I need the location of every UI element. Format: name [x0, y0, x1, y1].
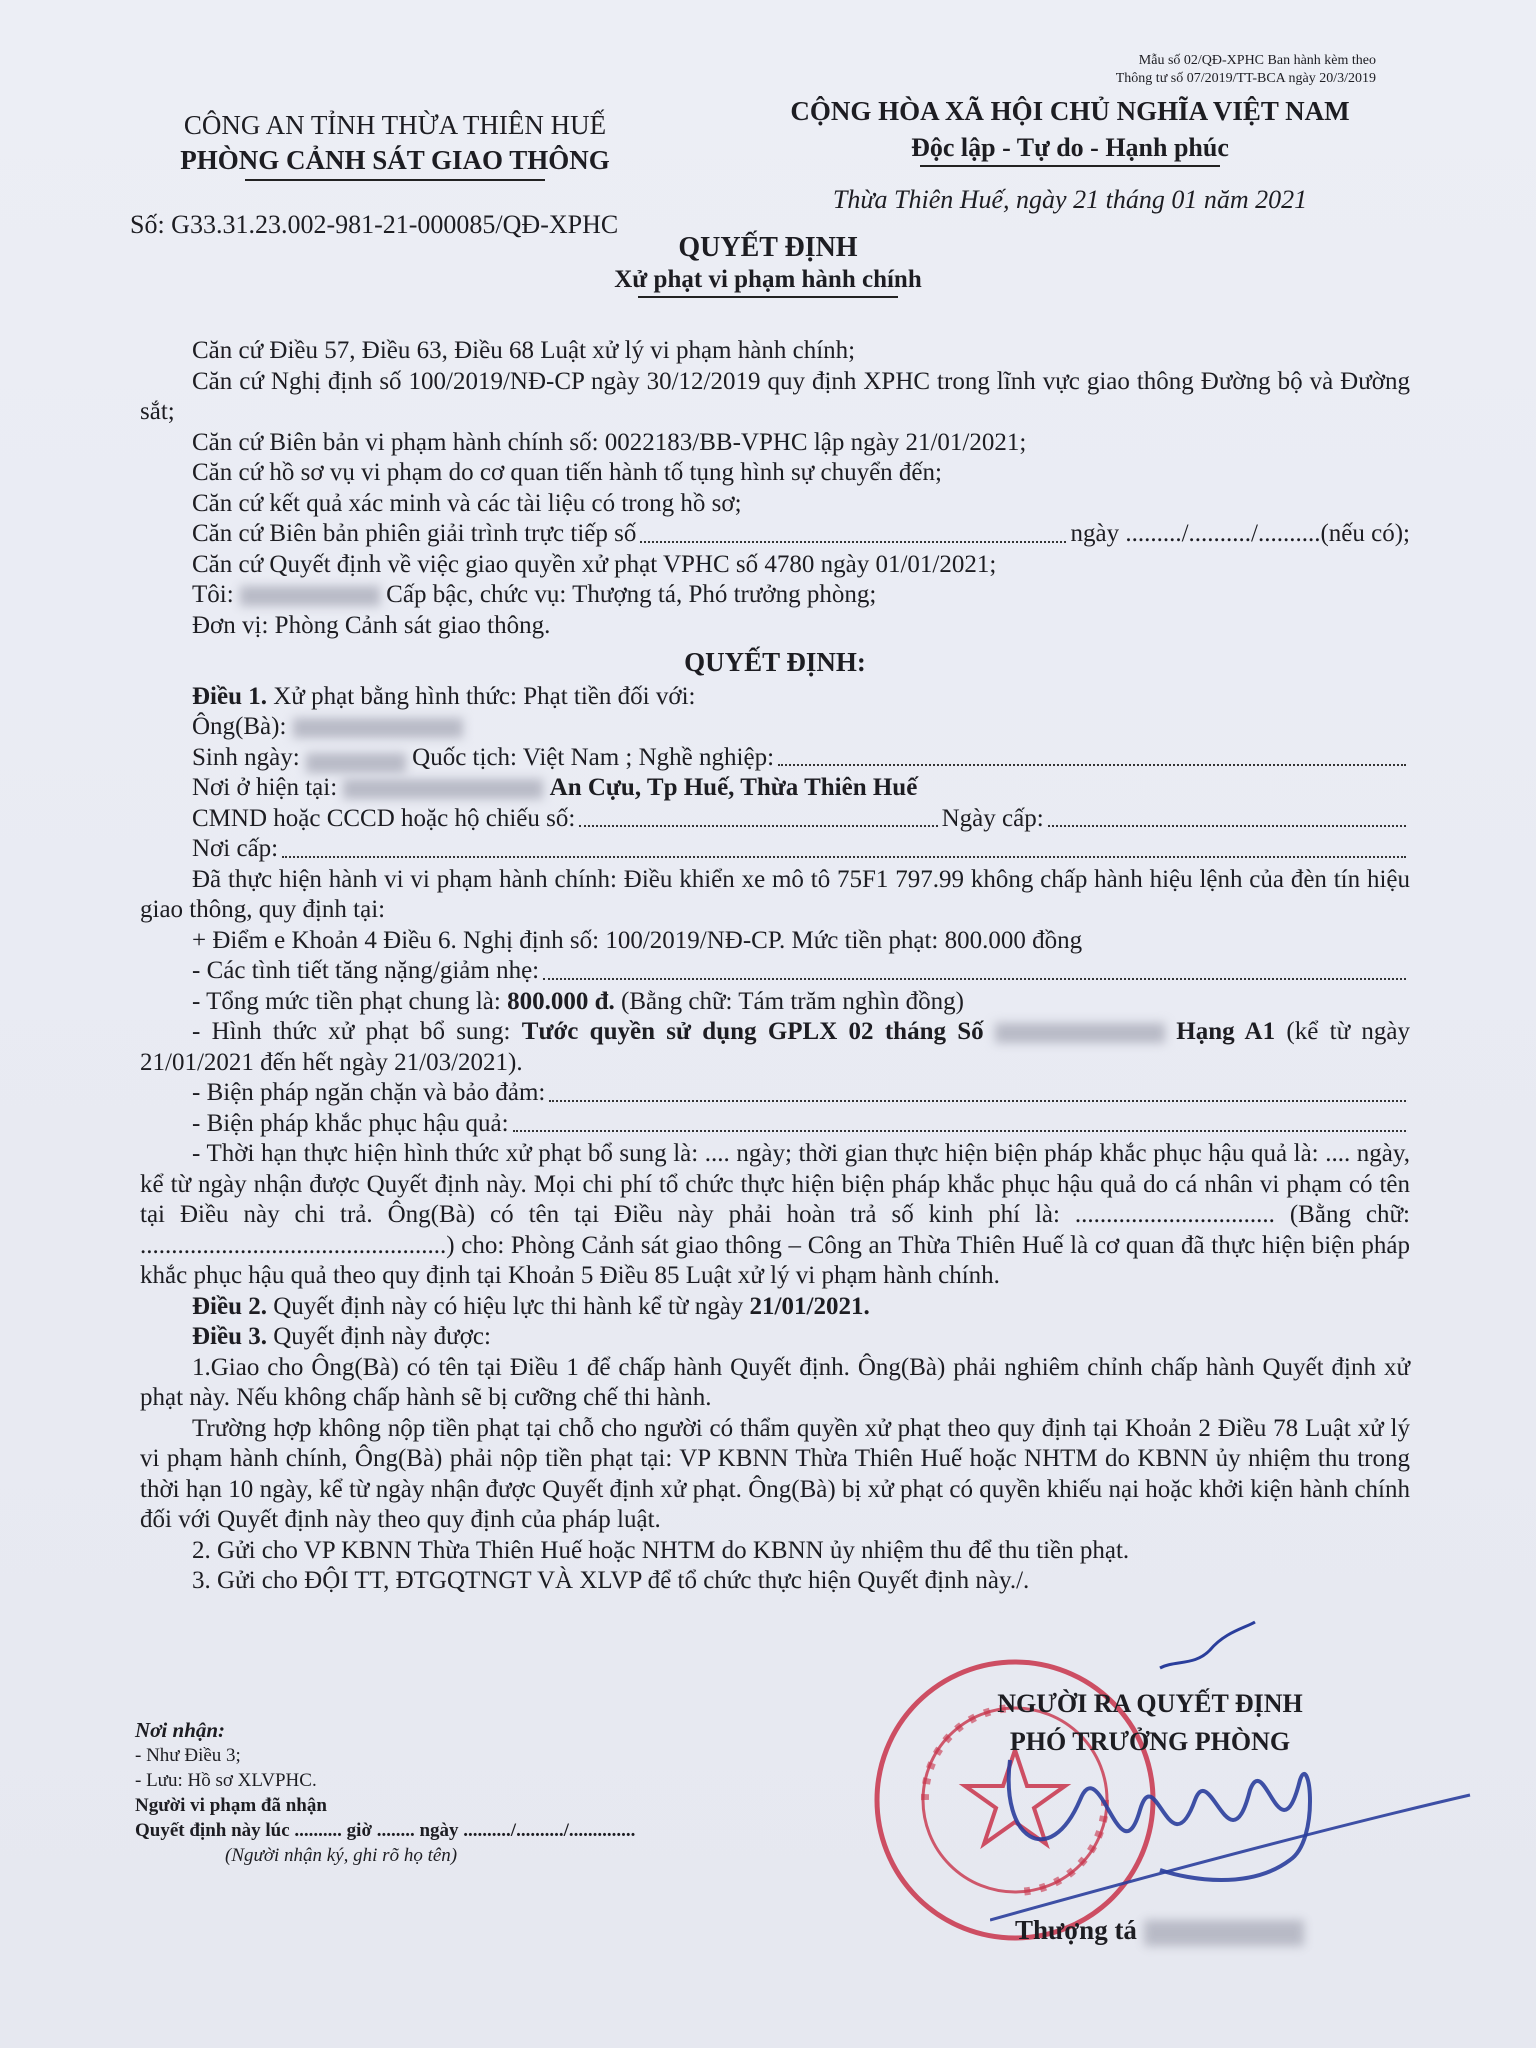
- violation-provision: + Điểm e Khoản 4 Điều 6. Nghị định số: 100/2019/NĐ-CP. Mức tiền phạt: 800.000 đồng: [192, 926, 1083, 954]
- signer-rank: Thượng tá: [1015, 1915, 1137, 1945]
- article2: Điều 2. Quyết định này có hiệu lực thi hành kể từ ngày 21/01/2021.: [192, 1292, 870, 1320]
- basis-4: Căn cứ hồ sơ vụ vi phạm do cơ quan tiến hành tố tụng hình sự chuyển đến;: [192, 459, 942, 486]
- violator-residence: Nơi ở hiện tại: An Cựu, Tp Huế, Thừa Thiên Huế: [192, 774, 918, 801]
- receipt-line2: Quyết định này lúc .......... giờ ........ ngày ........../........../..............: [135, 1820, 636, 1841]
- recipient-1: - Như Điều 3;: [135, 1745, 241, 1766]
- checkmark-signature: [1155, 1620, 1265, 1680]
- authority-underline: [245, 179, 545, 181]
- additional-penalty: - Hình thức xử phạt bổ sung: Tước quyền sử dụng GPLX 02 tháng Số Hạng A1 (kể từ ngày 21/01/2021 đến hết ngày 21/03/2021).: [140, 1018, 1411, 1076]
- article3-p4: 3. Gửi cho ĐỘI TT, ĐTGQTNGT VÀ XLVP để tổ chức thực hiện Quyết định này./.: [192, 1567, 1030, 1594]
- signer-role1: NGƯỜI RA QUYẾT ĐỊNH: [997, 1689, 1303, 1718]
- article3-p2: Trường hợp không nộp tiền phạt tại chỗ cho người có thẩm quyền xử phạt theo quy định tại Khoản 2 Điều 78 Luật xử lý vi phạm hành chính, Ông(Bà) phải nộp tiền phạt tại: VP KBNN Thừa Thiên Huế hoặc NHTM do KBNN ủy nhiệm thu trong thời hạn 10 ngày, kể từ ngày nhận được Quyết định xử phạt. Ông(Bà) bị xử phạt có quyền khiếu nại hoặc khởi kiện hành chính đối với Quyết định này theo quy định của pháp luật.: [140, 1414, 1410, 1533]
- basis-6: Căn cứ Biên bản phiên giải trình trực tiếp số ngày ........./........../..........(nếu có);: [192, 520, 1410, 547]
- authority-line1: CÔNG AN TỈNH THỪA THIÊN HUẾ: [183, 110, 607, 140]
- basis-8: Tôi: Cấp bậc, chức vụ: Thượng tá, Phó trưởng phòng;: [192, 581, 877, 608]
- basis-9: Đơn vị: Phòng Cảnh sát giao thông.: [192, 611, 551, 639]
- basis-7: Căn cứ Quyết định về việc giao quyền xử phạt VPHC số 4780 ngày 01/01/2021;: [192, 550, 997, 578]
- violator-dob: Sinh ngày: Quốc tịch: Việt Nam ; Nghề nghiệp:: [140, 743, 1410, 774]
- redacted-address: [343, 779, 543, 799]
- basis-5: Căn cứ kết quả xác minh và các tài liệu có trong hồ sơ;: [192, 489, 742, 517]
- deadline-paragraph: - Thời hạn thực hiện hình thức xử phạt bổ sung là: .... ngày; thời gian thực hiện biện pháp khắc phục hậu quả là: .... ngày, kể từ ngày nhận được Quyết định này. Mọi chi phí tổ chức thực hiện biện pháp khắc phục hậu quả do cá nhân vi phạm có tên tại Điều này chi trả. Ông(Bà) có tên tại Điều này phải hoàn trả số kinh phí là: ................................ (Bằng chữ: .................................................) cho: Phòng Cảnh sát giao thông – Công an Thừa Thiên Huế là cơ quan đã thực hiện biện pháp khắc phục hậu quả theo quy định tại Khoản 5 Điều 85 Luật xử lý vi phạm hành chính.: [140, 1140, 1410, 1289]
- republic-title: CỘNG HÒA XÃ HỘI CHỦ NGHĨA VIỆT NAM: [790, 96, 1350, 126]
- place-date: Thừa Thiên Huế, ngày 21 tháng 01 năm 2021: [832, 185, 1308, 214]
- basis-2: Căn cứ Nghị định số 100/2019/NĐ-CP ngày 30/12/2019 quy định XPHC trong lĩnh vực giao thông Đường bộ và Đường sắt;: [140, 367, 1410, 425]
- receipt-line3: (Người nhận ký, ghi rõ họ tên): [225, 1845, 458, 1866]
- document-body: [140, 336, 1410, 1597]
- redacted-official-name: [240, 586, 380, 606]
- basis-1: Căn cứ Điều 57, Điều 63, Điều 68 Luật xử lý vi phạm hành chính;: [192, 337, 856, 364]
- circumstances: - Các tình tiết tăng nặng/giảm nhẹ:: [140, 956, 1410, 987]
- national-header: [760, 96, 1380, 215]
- receipt-line1: Người vi phạm đã nhận: [135, 1795, 327, 1816]
- form-note: [1116, 52, 1376, 88]
- motto-underline: [920, 165, 1220, 167]
- recipient-2: - Lưu: Hồ sơ XLVPHC.: [135, 1770, 317, 1791]
- prevention-measures: - Biện pháp ngăn chặn và bảo đảm:: [140, 1078, 1410, 1109]
- signer-name: [1015, 1915, 1304, 1946]
- authority-line2: PHÒNG CẢNH SÁT GIAO THÔNG: [180, 145, 610, 175]
- article1-intro: Điều 1. Xử phạt bằng hình thức: Phạt tiền đối với:: [192, 682, 696, 710]
- article3-intro: Điều 3. Quyết định này được:: [192, 1323, 491, 1350]
- recipients-heading: Nơi nhận:: [135, 1718, 226, 1742]
- form-note-line2: Thông tư số 07/2019/TT-BCA ngày 20/3/2019: [1115, 71, 1376, 86]
- violator-id-place: Nơi cấp:: [140, 834, 1410, 865]
- violator-id: CMND hoặc CCCD hoặc hộ chiếu số: Ngày cấp:: [140, 804, 1410, 835]
- document-title: [0, 232, 1536, 298]
- form-note-line1: Mẫu số 02/QĐ-XPHC Ban hành kèm theo: [1138, 53, 1376, 68]
- decision-heading: QUYẾT ĐỊNH:: [684, 647, 866, 677]
- basis-3: Căn cứ Biên bản vi phạm hành chính số: 0022183/BB-VPHC lập ngày 21/01/2021;: [192, 428, 1027, 456]
- article3-p1: 1.Giao cho Ông(Bà) có tên tại Điều 1 để chấp hành Quyết định. Ông(Bà) phải nghiêm chỉnh chấp hành Quyết định xử phạt này. Nếu không chấp hành sẽ bị cưỡng chế thi hành.: [140, 1353, 1410, 1411]
- redacted-license-number: [995, 1023, 1165, 1043]
- document-number: Số: G33.31.23.002-981-21-000085/QĐ-XPHC: [130, 210, 619, 239]
- redacted-dob: [306, 753, 406, 773]
- remedy-measures: - Biện pháp khắc phục hậu quả:: [140, 1109, 1410, 1140]
- signer-role2: PHÓ TRƯỞNG PHÒNG: [1009, 1727, 1291, 1756]
- article3-p3: 2. Gửi cho VP KBNN Thừa Thiên Huế hoặc NHTM do KBNN ủy nhiệm thu để thu tiền phạt.: [192, 1536, 1130, 1564]
- title-underline: [638, 296, 898, 298]
- total-fine: - Tổng mức tiền phạt chung là: 800.000 đ. (Bằng chữ: Tám trăm nghìn đồng): [192, 987, 964, 1015]
- national-motto: Độc lập - Tự do - Hạnh phúc: [911, 133, 1229, 162]
- redacted-violator-name: [293, 718, 463, 738]
- title-sub: Xử phạt vi phạm hành chính: [614, 266, 922, 293]
- violator-name: Ông(Bà):: [140, 712, 1410, 743]
- title-main: QUYẾT ĐỊNH: [678, 232, 858, 263]
- issuing-authority: [130, 110, 660, 181]
- redacted-signer-name: [1144, 1920, 1304, 1946]
- violation-description: Đã thực hiện hành vi vi phạm hành chính: Điều khiển xe mô tô 75F1 797.99 không chấp hành hiệu lệnh của đèn tín hiệu giao thông, quy định tại:: [140, 865, 1410, 923]
- recipients-block: [135, 1718, 635, 1868]
